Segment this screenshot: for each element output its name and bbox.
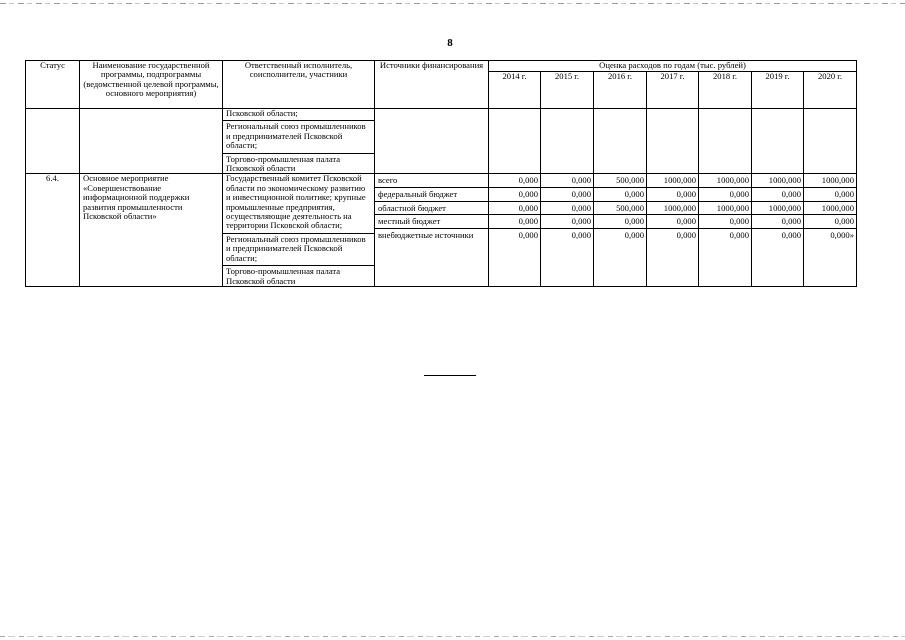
source-federal: федеральный бюджет bbox=[375, 188, 488, 202]
year-column-2020 bbox=[804, 174, 857, 286]
continuation-value-cell bbox=[699, 109, 752, 174]
value-cell: 0,000 bbox=[781, 229, 801, 240]
value-cell: 0,000 bbox=[541, 174, 593, 188]
header-costs-group: Оценка расходов по годам (тыс. рублей) bbox=[489, 61, 857, 72]
value-cell: 1000,000 bbox=[752, 174, 803, 188]
row-sources-cell bbox=[375, 174, 489, 286]
value-cell: 0,000 bbox=[594, 215, 646, 229]
continuation-value-cell bbox=[647, 109, 699, 174]
year-column-2014 bbox=[489, 174, 541, 286]
value-cell: 0,000 bbox=[594, 188, 646, 202]
continuation-status-cell bbox=[26, 109, 80, 174]
value-cell: 1000,000 bbox=[647, 202, 698, 216]
year-column-2015 bbox=[541, 174, 594, 286]
header-program-name: Наименование государственной программы, подпрограммы (ведомственной целевой программы, основного мероприятия) bbox=[80, 61, 223, 109]
value-cell: 0,000 bbox=[752, 188, 803, 202]
continuation-value-cell bbox=[594, 109, 647, 174]
value-cell: 500,000 bbox=[594, 202, 646, 216]
value-cell: 0,000 bbox=[541, 188, 593, 202]
end-rule bbox=[424, 375, 476, 376]
value-cell: 0,000 bbox=[541, 202, 593, 216]
row-6-4 bbox=[26, 174, 857, 286]
row-code: 6.4. bbox=[26, 174, 80, 286]
value-cell: 0,000 bbox=[699, 215, 751, 229]
continuation-sources-cell bbox=[375, 109, 489, 174]
executor-entry: Торгово-промышленная палата Псковской области bbox=[223, 265, 374, 286]
value-cell: 1000,000 bbox=[699, 202, 751, 216]
header-year: 2017 г. bbox=[647, 72, 699, 109]
source-regional: областной бюджет bbox=[375, 202, 488, 216]
value-cell: 0,000 bbox=[571, 229, 591, 240]
header-status: Статус bbox=[26, 61, 80, 109]
header-sources: Источники финансирования bbox=[375, 61, 489, 109]
value-cell: 500,000 bbox=[594, 174, 646, 188]
header-year: 2020 г. bbox=[804, 72, 857, 109]
scan-edge-top bbox=[0, 3, 905, 4]
row-executor-cell bbox=[223, 174, 375, 286]
continuation-value-cell bbox=[541, 109, 594, 174]
value-cell: 1000,000 bbox=[752, 202, 803, 216]
budget-table bbox=[25, 60, 857, 287]
executor-entry: Региональный союз промышленников и предпринимателей Псковской области; bbox=[223, 233, 374, 263]
source-total: всего bbox=[375, 174, 488, 188]
continuation-executor-cell bbox=[223, 109, 375, 174]
header-executor: Ответственный исполнитель, соисполнители, участники bbox=[223, 61, 375, 109]
value-cell: 0,000 bbox=[518, 229, 538, 240]
source-local: местный бюджет bbox=[375, 215, 488, 229]
continuation-name-cell bbox=[80, 109, 223, 174]
header-year: 2019 г. bbox=[752, 72, 804, 109]
value-cell: 0,000 bbox=[489, 215, 540, 229]
header-year: 2016 г. bbox=[594, 72, 647, 109]
continuation-value-cell bbox=[752, 109, 804, 174]
value-cell: 1000,000 bbox=[647, 174, 698, 188]
header-year: 2015 г. bbox=[541, 72, 594, 109]
header-year: 2018 г. bbox=[699, 72, 752, 109]
executor-entry: Псковской области; bbox=[226, 108, 298, 118]
value-cell: 0,000 bbox=[489, 202, 540, 216]
year-column-2017 bbox=[647, 174, 699, 286]
executor-entry: Торгово-промышленная палата Псковской области bbox=[223, 153, 374, 174]
row-name: Основное мероприятие «Совершенствование информационной поддержки развития промышленности Псковской области» bbox=[80, 174, 223, 286]
value-cell: 0,000 bbox=[647, 188, 698, 202]
year-column-2018 bbox=[699, 174, 752, 286]
continuation-value-cell bbox=[489, 109, 541, 174]
value-cell: 0,000 bbox=[804, 215, 856, 229]
value-cell: 0,000 bbox=[752, 215, 803, 229]
value-cell: 0,000 bbox=[489, 174, 540, 188]
value-cell: 0,000 bbox=[729, 229, 749, 240]
executor-entry: Региональный союз промышленников и предпринимателей Псковской области; bbox=[223, 120, 374, 150]
value-cell: 0,000 bbox=[541, 215, 593, 229]
continuation-row bbox=[26, 109, 857, 174]
source-extrabudgetary: внебюджетные источники bbox=[378, 229, 474, 240]
value-cell: 1000,000 bbox=[699, 174, 751, 188]
continuation-value-cell bbox=[804, 109, 857, 174]
value-cell: 0,000 bbox=[804, 188, 856, 202]
year-column-2019 bbox=[752, 174, 804, 286]
header-row bbox=[26, 61, 857, 72]
scan-edge-bottom bbox=[0, 636, 905, 637]
value-cell: 0,000 bbox=[489, 188, 540, 202]
value-cell: 0,000 bbox=[624, 229, 644, 240]
header-year: 2014 г. bbox=[489, 72, 541, 109]
value-cell: 1000,000 bbox=[804, 174, 856, 188]
value-cell: 0,000 bbox=[676, 229, 696, 240]
value-cell: 1000,000 bbox=[804, 202, 856, 216]
page-number: 8 bbox=[447, 37, 453, 49]
value-cell: 0,000» bbox=[830, 229, 854, 240]
value-cell: 0,000 bbox=[699, 188, 751, 202]
year-column-2016 bbox=[594, 174, 647, 286]
value-cell: 0,000 bbox=[647, 215, 698, 229]
executor-entry: Государственный комитет Псковской области по экономическому развитию и инвестиционной политике; крупные промышленные предприятия, осуществляющие деятельность на территории Псковской области; bbox=[226, 173, 366, 231]
